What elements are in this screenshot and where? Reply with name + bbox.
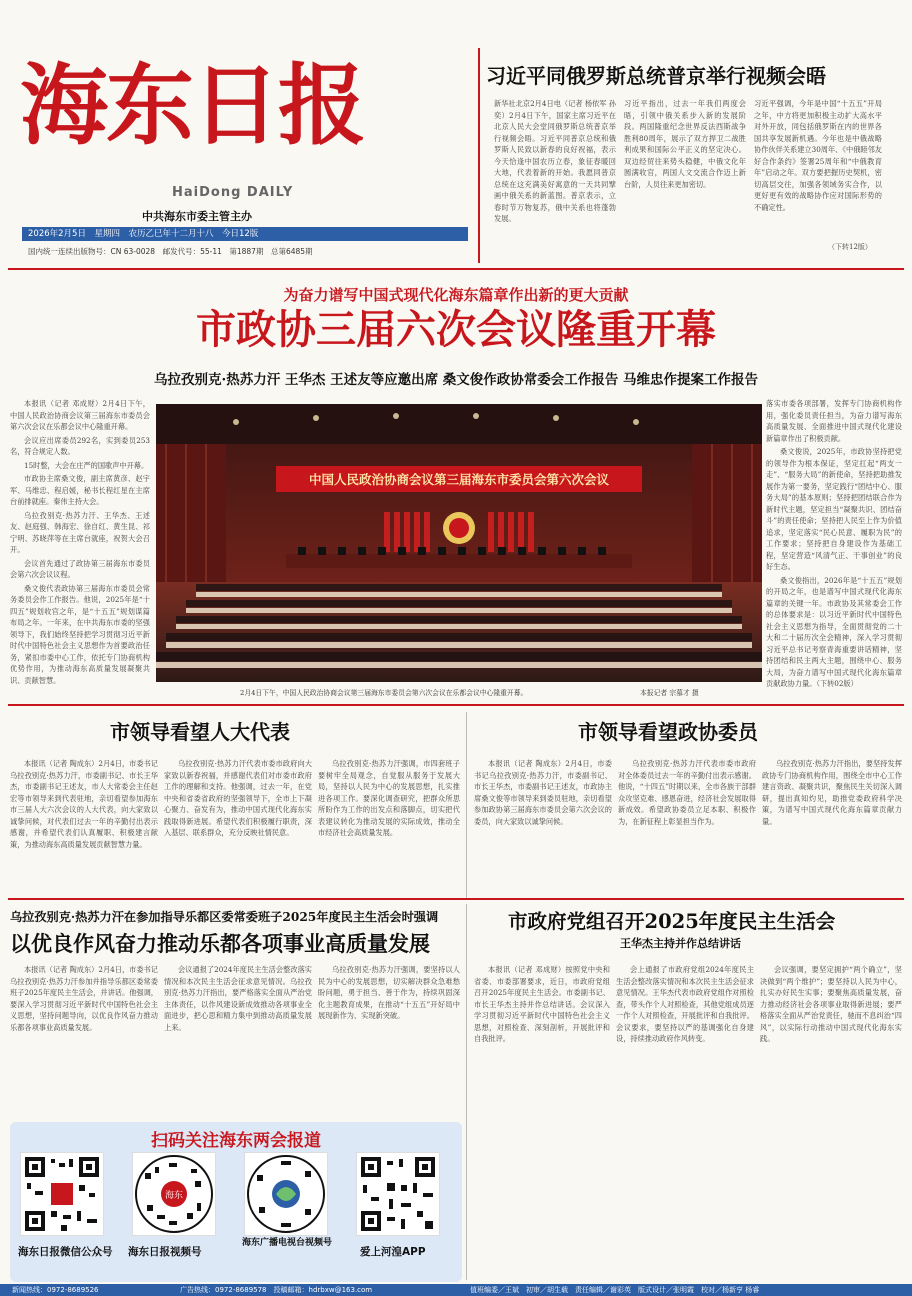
top-story-col-2: 习近平指出，过去一年我们两度会晤，引领中俄关系步入新的发展阶段。两国隆重纪念世界反法西斯战争胜利80周年，展示了双方捍卫二战胜利成果和国际公平正义的坚定决心。双边经贸往来势头稳健，中俄文化年圆满收官，两国人文交流合作迈上新台阶，人员往来更加密切。 bbox=[624, 99, 746, 189]
lead-right-p: 桑文俊说，2025年，市政协坚持把党的领导作为根本保证，坚定扛起“两支一走”、“服务大局”的新使命，坚持把助推发展作为第一要务，坚定践行“团结中心、服务大局”的基本原则；坚持把团结联合作为新时代主题，坚定担当“凝聚共识、团结奋斗”的责任使命；坚持把人民至上作为价值追求，坚定落实“民心民意、履职为民”的工作要求；坚持把自身建设作为基础工程，坚定营造“风清气正、干事创业”的良好生态。 bbox=[766, 447, 902, 571]
story-ledu-col-3: 乌拉孜别克·热苏力汗强调，要坚持以人民为中心的发展思想，切实解决群众急难愁盼问题，勇于担当、善于作为，持续巩固深化主题教育成果，在推动“十五五”开好局中展现新作为、实现新突破。 bbox=[318, 965, 460, 1020]
qr-code-video[interactable] bbox=[132, 1152, 216, 1236]
masthead bbox=[0, 0, 470, 262]
top-story-rule bbox=[478, 48, 480, 263]
qr-icon bbox=[245, 1153, 327, 1235]
mid-divider bbox=[466, 712, 467, 898]
lead-right-column bbox=[766, 398, 902, 698]
lead-photo-banner: 中国人民政治协商会议第三届海东市委员会第六次会议 bbox=[308, 472, 609, 487]
lead-left-p: 15时整，大会在庄严的国歌声中开幕。 bbox=[24, 460, 149, 470]
mid-rule bbox=[8, 898, 904, 900]
story-npc-title: 市领导看望人大代表 bbox=[110, 720, 290, 744]
story-npc-col-1: 本报讯（记者 陶成东）2月4日，市委书记乌拉孜别克·热苏力汗，市委副书记、市长王华杰，市委副书记王述友，市人大常委会主任赵宏等市领导来到代表驻地，亲切看望参加海东市三届人大六次会议的人大代表，向大家致以诚挚问候，对代表们过去一年的辛勤付出表示感谢，并希望代表们认真履职、积极建言献策，为推动海东高质量发展贡献智慧力量。 bbox=[10, 759, 158, 849]
lead-left-p: 市政协主席桑文俊，副主席黄彦、赵宇军、马维忠、程启媛，秘书长程红星在主席台前排就座。秦伟主持大会。 bbox=[10, 474, 150, 506]
story-govt-subhead: 王华杰主持并作总结讲话 bbox=[620, 937, 741, 950]
qr-icon bbox=[357, 1153, 439, 1235]
story-cppcc-col-1: 本报讯（记者 陶成东）2月4日，市委书记乌拉孜别克·热苏力汗，市委副书记、市长王华杰，市委副书记王述友，市政协主席桑文俊等市领导来到委员驻地，亲切看望参加政协第三届海东市委员会第六次会议的委员，向大家致以诚挚问候。 bbox=[474, 759, 612, 826]
lead-left-p: 会议首先通过了政协第三届海东市委员会第六次会议议程。 bbox=[10, 558, 150, 579]
story-govt-col-3: 会议强调，要坚定拥护“两个确立”，坚决做到“两个维护”；要坚持以人民为中心，扎实办好民生实事；要聚焦高质量发展，奋力推动经济社会各项事业取得新进展；要严格落实全面从严治党责任，驰而不息纠治“四风”，以实际行动推动中国式现代化海东实践。 bbox=[760, 965, 902, 1043]
qr-icon bbox=[21, 1153, 103, 1235]
lead-headline: 市政协三届六次会议隆重开幕 bbox=[196, 306, 716, 353]
lead-kicker: 为奋力谱写中国式现代化海东篇章作出新的更大贡献 bbox=[283, 286, 629, 304]
story-ledu-headline: 以优良作风奋力推动乐都各项事业高质量发展 bbox=[10, 931, 430, 956]
lead-photo bbox=[156, 404, 762, 682]
top-story-continued: （下转12版） bbox=[828, 243, 872, 251]
lead-left-p: 乌拉孜别克·热苏力汗、王华杰、王述友、赵庭强、韩海宏、徐自红、黄生昆、祁宁明、苏晓萍等在主席台就座，祝贺大会召开。 bbox=[10, 510, 150, 554]
lead-photo-caption: 2月4日下午，中国人民政治协商会议第三届海东市委员会第六次会议在乐都会议中心隆重开幕。 bbox=[240, 689, 528, 697]
lead-left-p: 桑文俊代表政协第三届海东市委员会常务委员会作工作报告。他说，2025年是“十四五”规划收官之年，是“十五五”规划谋篇布局之年。一年来，在中共海东市委的坚强领导下，我们始终坚持把学习贯彻习近平新时代中国特色社会主义思想作为首要政治任务，紧扣市委中心工作，依托专门协商机构优势作用，为推动海东高质量发展凝聚共识、贡献智慧。 bbox=[10, 583, 150, 685]
story-npc-col-2: 乌拉孜别克·热苏力汗代表市委市政府向大家致以新春祝福，并感谢代表们对市委市政府工作的理解和支持。他强调，过去一年，在党中央和省委省政府的坚强领导下，全市上下凝心聚力、奋发有为，推动中国式现代化海东实践取得新进展。希望代表们积极履行职责，深入基层、联系群众，充分反映社情民意。 bbox=[164, 759, 312, 837]
masthead-title-en: HaiDong DAILY bbox=[172, 185, 294, 200]
footer-bar bbox=[0, 1284, 912, 1296]
qr-label-tv: 海东广播电视台视频号 bbox=[242, 1238, 333, 1248]
footer-editors: 值班编委／王斌 初审／胡生载 责任编辑／谢彩英 版式设计／张明霞 校对／杨新亨 杨睿 bbox=[470, 1286, 760, 1294]
story-ledu-col-1: 本报讯（记者 陶成东）2月4日，市委书记乌拉孜别克·热苏力汗参加并指导乐都区委常委班子2025年度民主生活会，并讲话。他强调，要深入学习贯彻习近平新时代中国特色社会主义思想，坚持问题导向，以优良作风奋力推动乐都各项事业高质量发展。 bbox=[10, 965, 158, 1032]
top-story-col-1: 新华社北京2月4日电（记者 杨依军 孙奕）2月4日下午，国家主席习近平在北京人民大会堂同俄罗斯总统普京举行视频会晤。习近平同普京总统和俄罗斯人民致以新春的良好祝福，表示今天恰逢中国农历立春，象征春暖回大地，代表着新的开始。我愿同普京总统在这充满美好寓意的一天共同擘画中俄关系的新蓝图。普京表示，立春时节万物复苏，俄中关系也将蓬勃发展。 bbox=[494, 99, 616, 223]
qr-label-wechat: 海东日报微信公众号 bbox=[18, 1246, 113, 1258]
story-govt-headline: 市政府党组召开2025年度民主生活会 bbox=[508, 910, 836, 933]
story-govt-col-1: 本报讯（记者 邓成财）按照党中央和省委、市委部署要求，近日，市政府党组召开2025年度民主生活会。市委副书记、市长王华杰主持并作总结讲话。会议深入学习贯彻习近平新时代中国特色社会主义思想，对照检查、深刻剖析，开展批评和自我批评。 bbox=[474, 965, 610, 1043]
lead-photo-credit: 本报记者 宗慕才 摄 bbox=[640, 689, 699, 697]
masthead-date-bar: 2026年2月5日 星期四 农历乙巳年十二月十八 今日12版 bbox=[22, 227, 468, 241]
masthead-sponsor: 中共海东市委主管主办 bbox=[142, 210, 252, 223]
qr-code-app[interactable] bbox=[356, 1152, 440, 1236]
top-story-col-3: 习近平强调，今年是中国“十五五”开局之年，中方将更加积极主动扩大高水平对外开放，同包括俄罗斯在内的世界各国共享发展新机遇。今年也是中俄战略协作伙伴关系建立30周年、《中俄睦邻友好合作条约》签署25周年和“中俄教育年”启动之年。双方要把握历史契机，密切高层交往，加强各领域务实合作，以更好更有效的战略协作应对国际形势的不确定性。 bbox=[754, 99, 882, 212]
qr-code-wechat[interactable] bbox=[20, 1152, 104, 1236]
lead-right-p: 桑文俊指出，2026年是“十五五”规划的开局之年，也是谱写中国式现代化海东篇章的关键一年。市政协及其常委会工作的总体要求是：以习近平新时代中国特色社会主义思想为指导，全面贯彻党的二十大和二十届历次全会精神，深入学习贯彻习近平总书记考察青海重要讲话精神，坚持团结和民主两大主题，围绕中心、服务大局，为奋力谱写中国式现代化海东篇章贡献政协力量。（下转02版） bbox=[766, 575, 902, 688]
qr-label-app: 爱上河湟APP bbox=[360, 1246, 426, 1258]
conference-hall-image bbox=[156, 404, 762, 682]
qr-icon bbox=[133, 1153, 215, 1235]
top-story-title: 习近平同俄罗斯总统普京举行视频会晤 bbox=[486, 64, 826, 88]
qr-section bbox=[10, 1122, 462, 1282]
qr-code-tv[interactable] bbox=[244, 1152, 328, 1236]
lead-left-column bbox=[10, 398, 150, 698]
masthead-title: 海东日报 bbox=[20, 53, 365, 157]
svg-text:海东: 海东 bbox=[164, 1191, 184, 1201]
qr-label-video: 海东日报视频号 bbox=[128, 1246, 202, 1258]
qr-section-title: 扫码关注海东两会报道 bbox=[151, 1131, 321, 1151]
lead-left-p: 会议应出席委员292名，实到委员253名，符合规定人数。 bbox=[10, 435, 150, 456]
story-cppcc-col-3: 乌拉孜别克·热苏力汗指出，要坚持发挥政协专门协商机构作用，围绕全市中心工作建言资政、凝聚共识，聚焦民生关切深入调研，提出真知灼见，助推党委政府科学决策，为谱写中国式现代化海东篇章贡献力量。 bbox=[762, 759, 902, 826]
lead-left-p: 本报讯（记者 邓成财）2月4日下午，中国人民政治协商会议第三届海东市委员会第六次会议在乐都会议中心隆重开幕。 bbox=[10, 399, 150, 431]
lead-subhead: 乌拉孜别克·热苏力汗 王华杰 王述友等应邀出席 桑文俊作政协常委会工作报告 马维忠作提案工作报告 bbox=[154, 372, 758, 388]
story-ledu-col-2: 会议通报了2024年度民主生活会整改落实情况和本次民主生活会征求意见情况。乌拉孜别克·热苏力汗指出，要严格落实全面从严治党主体责任，以作风建设新成效推动各项事业全面进步，把心思和精力集中到推动高质量发展上来。 bbox=[164, 965, 312, 1032]
masthead-divider bbox=[8, 268, 904, 270]
lead-divider bbox=[8, 704, 904, 706]
story-cppcc-title: 市领导看望政协委员 bbox=[578, 720, 758, 744]
masthead-issn: 国内统一连续出版物号：CN 63-0028 邮发代号：55-11 第1887期 总第6485期 bbox=[28, 247, 313, 256]
story-cppcc-col-2: 乌拉孜别克·热苏力汗代表市委市政府对全体委员过去一年的辛勤付出表示感谢。他说，“十四五”时期以来，全市各族干部群众攻坚克难、感恩奋进，经济社会发展取得新成效。希望政协委员立足本职、积极作为，在新征程上彰显担当作为。 bbox=[618, 759, 756, 826]
top-story bbox=[484, 52, 894, 264]
lower-divider bbox=[466, 904, 467, 1280]
lead-right-p: 落实市委各项部署，发挥专门协商机构作用，强化委员责任担当，为奋力谱写海东高质量发展、全面推进中国式现代化建设新篇章作出了积极贡献。 bbox=[766, 399, 902, 443]
footer-hotline: 新闻热线：0972-8689526 bbox=[12, 1286, 99, 1294]
story-npc-col-3: 乌拉孜别克·热苏力汗强调，市四套班子要树牢全局观念，自觉服从服务于发展大局，坚持以人民为中心的发展思想，扎实推进各项工作。要深化调查研究，把群众所思所盼作为工作的出发点和落脚点，切实把代表建议转化为推动发展的实际成效，推动全市经济社会高质量发展。 bbox=[318, 759, 460, 837]
story-govt-col-2: 会上通报了市政府党组2024年度民主生活会整改落实情况和本次民主生活会征求意见情况。王华杰代表市政府党组作对照检查，带头作个人对照检查，其他党组成员逐一作个人对照检查，开展批评和自我批评。会议要求，要坚持以严的基调强化自身建设，持续推动政府作风转变。 bbox=[616, 965, 754, 1043]
story-ledu-kicker: 乌拉孜别克·热苏力汗在参加指导乐都区委常委班子2025年度民主生活会时强调 bbox=[10, 910, 439, 924]
footer-ad: 广告热线：0972-8689578 投稿邮箱：hdrbxw@163.com bbox=[180, 1286, 373, 1294]
